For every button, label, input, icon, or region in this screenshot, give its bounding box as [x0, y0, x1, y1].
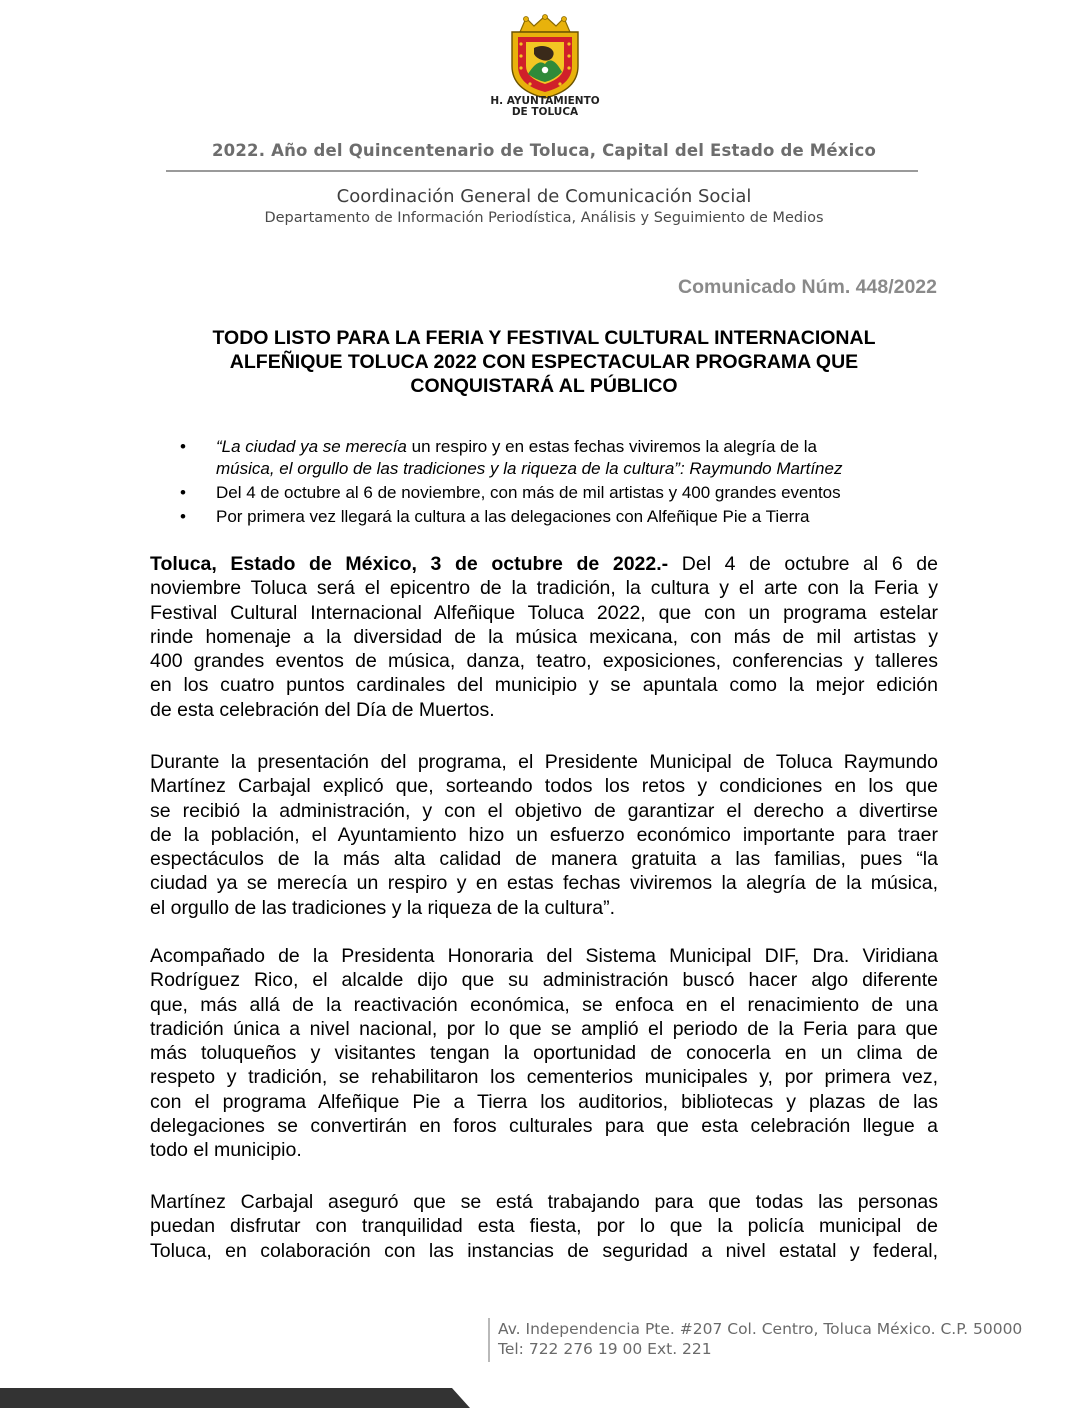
paragraph-line: se recibió la administración, y con el objetivo de garantizar el derecho a divertirse [150, 799, 938, 822]
bullet-dot-icon: • [180, 483, 186, 502]
paragraph-line: respeto y tradición, se rehabilitaron los cementerios municipales y, por primera vez, [150, 1066, 938, 1089]
paragraph-line: tradición única a nivel nacional, por lo que se amplió el periodo de la Feria para que [150, 1017, 938, 1040]
bullet-line [216, 436, 954, 458]
paragraph-line: Durante la presentación del programa, el Presidente Municipal de Toluca Raymundo [150, 751, 938, 773]
bullet-item [174, 506, 954, 528]
bullet-item [174, 482, 954, 504]
coat-of-arms-icon [490, 14, 600, 100]
summary-bullets [174, 436, 954, 530]
band-shape-icon [0, 1388, 470, 1408]
paragraph-line: todo el municipio. [150, 1139, 302, 1162]
headline [150, 326, 938, 398]
paragraph-line: ciudad ya se merecía un respiro y en estas fechas viviremos la alegría de la música, [150, 872, 938, 895]
bullet-line: Por primera vez llegará la cultura a las delegaciones con Alfeñique Pie a Tierra [216, 507, 810, 526]
headline-line: CONQUISTARÁ AL PÚBLICO [410, 375, 678, 397]
headline-line: ALFEÑIQUE TOLUCA 2022 CON ESPECTACULAR PROGRAMA QUE [229, 351, 859, 373]
paragraph-1 [150, 552, 938, 722]
paragraph-line: con el programa Alfeñique Pie a Tierra los auditorios, bibliotecas y plazas de las [150, 1090, 938, 1113]
paragraph-line: Festival Cultural Internacional Alfeñique Toluca 2022, que con un programa estelar [150, 601, 938, 624]
paragraph-line-text: Del 4 de octubre al 6 de [668, 553, 938, 575]
department-title: Departamento de Información Periodística, Análisis y Seguimiento de Medios [264, 210, 824, 226]
bullet-line: Del 4 de octubre al 6 de noviembre, con más de mil artistas y 400 grandes eventos [216, 483, 841, 502]
paragraph-line: noviembre Toluca será el epicentro de la tradición, la cultura y el arte con la Feria y [150, 577, 938, 600]
paragraph-3 [150, 944, 938, 1163]
footer-address-line: Av. Independencia Pte. #207 Col. Centro, Toluca México. C.P. 50000 [498, 1320, 1023, 1338]
paragraph-2 [150, 750, 938, 920]
paragraph-line: Rodríguez Rico, el alcalde dijo que su administración buscó hacer algo diferente [150, 969, 938, 992]
bullet-quote-rest: un respiro y en estas fechas viviremos la alegría de la [406, 437, 817, 456]
paragraph-line: de esta celebración del Día de Muertos. [150, 698, 495, 721]
bullet-dot-icon: • [180, 437, 186, 456]
paragraph-line: en los cuatro puntos cardinales del municipio y se apuntala como la mejor edición [150, 674, 938, 697]
dateline: Toluca, Estado de México, 3 de octubre de 2022.- [150, 553, 669, 575]
paragraph-line: delegaciones se convertirán en foros culturales para que esta celebración llegue a [150, 1115, 938, 1138]
bullet-dot-icon: • [180, 507, 186, 526]
paragraph-line: Martínez Carbajal explicó que, sorteando todos los retos y condiciones en los que [150, 775, 938, 798]
year-motto: 2022. Año del Quincentenario de Toluca, Capital del Estado de México [211, 141, 877, 160]
bullet-item [174, 436, 954, 480]
paragraph-line: Acompañado de la Presidenta Honoraria del Sistema Municipal DIF, Dra. Viridiana [150, 945, 938, 967]
organization-name-line1: H. AYUNTAMIENTO [490, 95, 600, 107]
paragraph-line: puedan disfrutar con tranquilidad esta fiesta, por lo que la policía municipal de [150, 1215, 938, 1238]
coordination-title: Coordinación General de Comunicación Social [336, 186, 752, 207]
footer-decorative-band [0, 1388, 470, 1408]
paragraph-line: Toluca, en colaboración con las instancias de seguridad a nivel estatal y federal, [150, 1239, 938, 1262]
paragraph-line: más toluqueños y visitantes tengan la oportunidad de conocerla en un clima de [150, 1042, 938, 1065]
paragraph-line [150, 552, 938, 576]
header-divider [166, 170, 918, 172]
paragraph-4 [150, 1190, 938, 1263]
bullet-line: música, el orgullo de las tradiciones y la riqueza de la cultura”: Raymundo Martínez [216, 459, 843, 478]
footer-contact [498, 1319, 1022, 1359]
headline-line: TODO LISTO PARA LA FERIA Y FESTIVAL CULTURAL INTERNACIONAL [212, 327, 876, 349]
paragraph-line: Martínez Carbajal aseguró que se está trabajando para que todas las personas [150, 1191, 938, 1213]
paragraph-line: el orgullo de las tradiciones y la riqueza de la cultura”. [150, 896, 616, 919]
paragraph-line: espectáculos de la más alta calidad de manera gratuita a las familias, pues “la [150, 848, 938, 871]
footer-divider [488, 1318, 490, 1362]
paragraph-line: rinde homenaje a la diversidad de la música mexicana, con más de mil artistas y [150, 625, 938, 648]
communique-number: Comunicado Núm. 448/2022 [677, 276, 937, 298]
paragraph-line: que, más allá de la reactivación económica, se enfoca en el renacimiento de una [150, 993, 938, 1016]
paragraph-line: de la población, el Ayuntamiento hizo un esfuerzo económico importante para traer [150, 823, 938, 846]
bullet-quote-italic: “La ciudad ya se merecía [216, 437, 407, 456]
paragraph-line: 400 grandes eventos de música, danza, teatro, exposiciones, conferencias y talleres [150, 650, 938, 673]
organization-name-line2: DE TOLUCA [511, 106, 579, 118]
organization-name [470, 96, 620, 118]
footer-phone-line: Tel: 722 276 19 00 Ext. 221 [498, 1340, 712, 1358]
